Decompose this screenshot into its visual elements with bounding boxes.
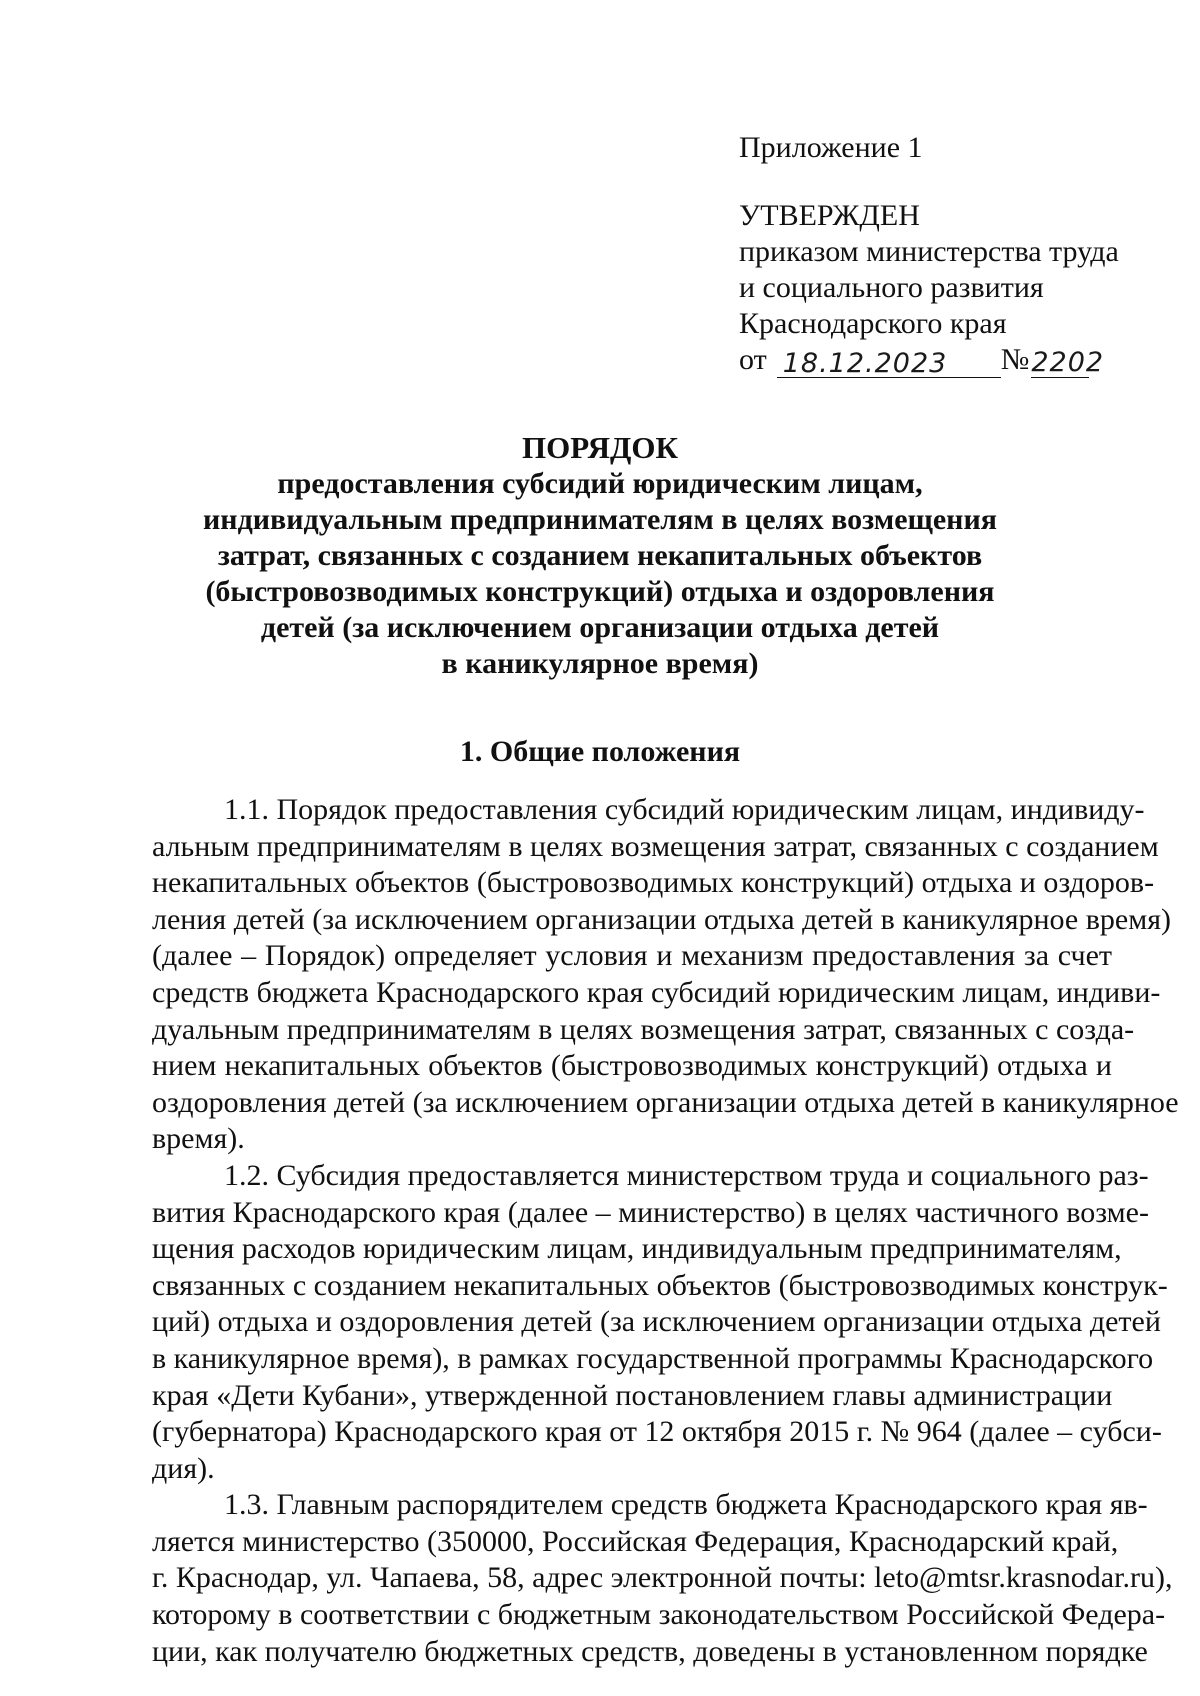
text-line: ции, как получателю бюджетных средств, доведены в установленном порядке xyxy=(152,1634,1148,1668)
text-line: средств бюджета Краснодарского края субсидий юридическим лицам, индиви- xyxy=(152,975,1161,1009)
text-line: щения расходов юридическим лицам, индивидуальным предпринимателям, xyxy=(152,1232,1122,1266)
approval-line-3: Краснодарского края xyxy=(739,307,1007,340)
approval-block xyxy=(739,130,1159,378)
appendix-label: Приложение 1 xyxy=(739,131,923,164)
text-line: края «Дети Кубани», утвержденной постановлением главы администрации xyxy=(152,1378,1113,1412)
section-heading: 1. Общие положения xyxy=(459,735,741,768)
text-line: время). xyxy=(152,1122,245,1156)
text-line: вития Краснодарского края (далее – министерство) в целях частичного возме- xyxy=(152,1195,1149,1229)
title-line: детей (за исключением организации отдыха детей xyxy=(260,611,940,644)
text-line: связанных с созданием некапитальных объектов (быстровозводимых конструк- xyxy=(152,1268,1168,1302)
title-line: индивидуальным предпринимателям в целях возмещения xyxy=(203,503,997,536)
handwritten-number: 2202 xyxy=(1031,347,1105,378)
text-line: в каникулярное время), в рамках государственной программы Краснодарского xyxy=(152,1341,1154,1375)
text-line: альным предпринимателям в целях возмещения затрат, связанных с созданием xyxy=(152,829,1159,863)
date-prefix: от xyxy=(739,343,767,376)
text-line: ляется министерство (350000, Российская Федерация, Краснодарский край, xyxy=(152,1524,1119,1558)
text-line: (губернатора) Краснодарского края от 12 октября 2015 г. № 964 (далее – субси- xyxy=(152,1415,1162,1449)
text-line: которому в соответствии с бюджетным законодательством Российской Федера- xyxy=(152,1598,1166,1632)
approved-label: УТВЕРЖДЕН xyxy=(739,199,920,232)
text-line: 1.1. Порядок предоставления субсидий юридическим лицам, индивиду- xyxy=(224,793,1145,826)
approval-line-1: приказом министерства труда xyxy=(739,235,1119,268)
text-line: нием некапитальных объектов (быстровозводимых конструкций) отдыха и xyxy=(152,1049,1112,1083)
body-text xyxy=(152,792,1179,1670)
number-prefix: № xyxy=(1000,343,1030,376)
text-line: (далее – Порядок) определяет условия и механизм предоставления за счет xyxy=(152,939,1112,973)
text-line: 1.2. Субсидия предоставляется министерством труда и социального раз- xyxy=(224,1158,1149,1192)
handwritten-date: 18.12.2023 xyxy=(782,348,948,379)
text-line: некапитальных объектов (быстровозводимых конструкций) отдыха и оздоров- xyxy=(152,866,1155,900)
text-line: г. Краснодар, ул. Чапаева, 58, адрес электронной почты: leto@mtsr.krasnodar.ru), xyxy=(152,1561,1173,1595)
text-line: ления детей (за исключением организации отдыха детей в каникулярное время) xyxy=(152,902,1171,936)
date-number-line xyxy=(739,342,1159,378)
title-line: затрат, связанных с созданием некапитальных объектов xyxy=(217,539,983,572)
title-main: ПОРЯДОК xyxy=(522,430,678,465)
date-field xyxy=(777,348,1001,378)
title-line: предоставления субсидий юридическим лицам, xyxy=(277,467,923,500)
title-line: (быстровозводимых конструкций) отдыха и оздоровления xyxy=(205,575,995,608)
text-line: дия). xyxy=(152,1451,215,1485)
text-line: 1.3. Главным распорядителем средств бюджета Краснодарского края яв- xyxy=(224,1488,1148,1522)
text-line: ций) отдыха и оздоровления детей (за исключением организации отдыха детей xyxy=(152,1305,1161,1339)
number-field xyxy=(1031,347,1105,378)
text-line: дуальным предпринимателям в целях возмещения затрат, связанных с созда- xyxy=(152,1012,1135,1046)
text-line: оздоровления детей (за исключением организации отдыха детей в каникулярное xyxy=(152,1085,1179,1119)
document-title xyxy=(150,430,1050,682)
title-line: в каникулярное время) xyxy=(441,647,759,680)
approval-line-2: и социального развития xyxy=(739,271,1044,304)
